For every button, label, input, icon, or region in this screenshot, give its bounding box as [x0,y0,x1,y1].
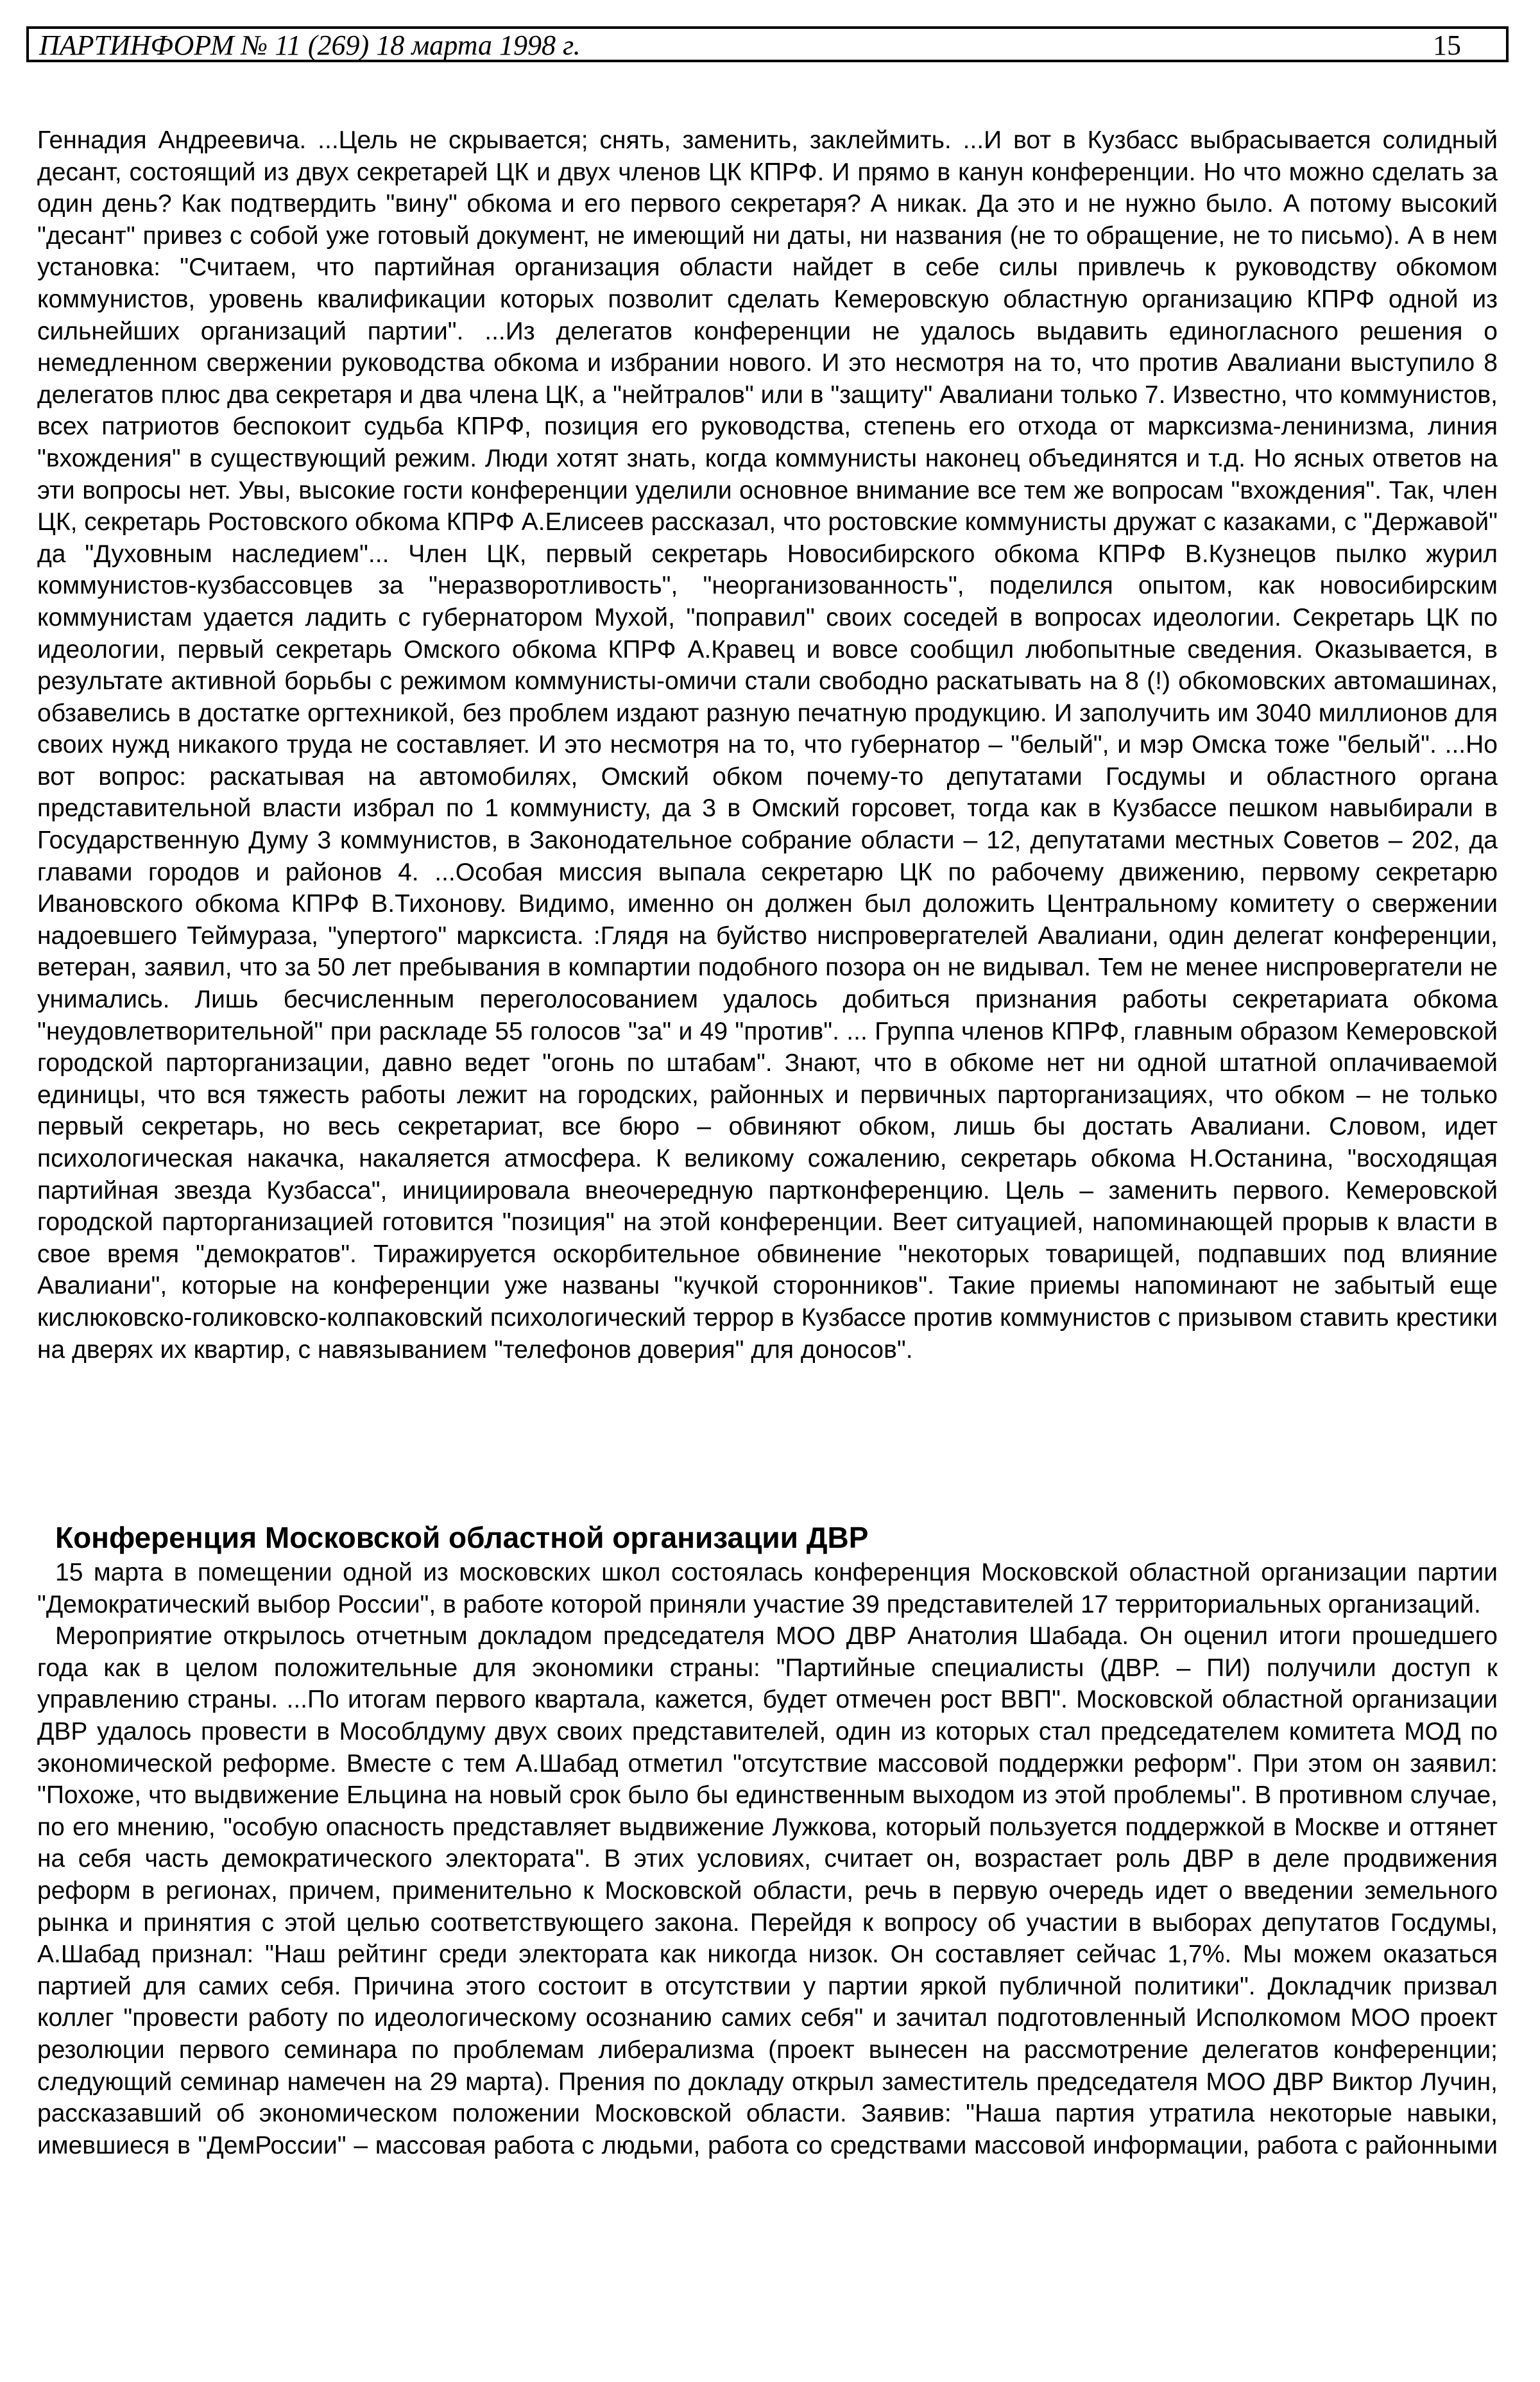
article-paragraph: Мероприятие открылось отчетным докладом председателя МОО ДВР Анатолия Шабада. Он оценил итоги прошедшего года как в целом положительные для экономики страны: "Партийные специалисты (ДВР. – ПИ) получили доступ к управлению страны. ...По итогам первого квартала, кажется, будет отмечен рост ВВП". Московской областной организации ДВР удалось провести в Мособлдуму двух своих представителей, один из которых стал председателем комитета МОД по экономической реформе. Вместе с тем А.Шабад отметил "отсутствие массовой поддержки реформ". При этом он заявил: "Похоже, что выдвижение Ельцина на новый срок было бы единственным выходом из этой проблемы". В противном случае, по его мнению, "особую опасность представляет выдвижение Лужкова, который пользуется поддержкой в Москве и оттянет на себя часть демократического электората". В этих условиях, считает он, возрастает роль ДВР в деле продвижения реформ в регионах, причем, применительно к Московской области, речь в первую очередь идет о введении земельного рынка и принятия с этой целью соответствующего закона. Перейдя к вопросу об участии в выборах депутатов Госдумы, А.Шабад признал: "Наш рейтинг среди электората как никогда низок. Он составляет сейчас 1,7%. Мы можем оказаться партией для самих себя. Причина этого состоит в отсутствии у партии яркой публичной политики". Докладчик призвал коллег "провести работу по идеологическому осознанию самих себя" и зачитал подготовленный Исполкомом МОО проект резолюции первого семинара по проблемам либерализма (проект вынесен на рассмотрение делегатов конференции; следующий семинар намечен на 29 марта). Прения по докладу открыл заместитель председателя МОО ДВР Виктор Лучин, рассказавший об экономическом положении Московской области. Заявив: "Наша партия утратила некоторые навыки, имевшиеся в "ДемРоссии" – массовая работа с людьми, работа со средствами массовой информации, работа с районными [37,1622,1498,2159]
article-continued-body [37,124,1498,1366]
article-paragraph: 15 марта в помещении одной из московских школ состоялась конференция Московской областной организации партии "Демократический выбор России", в работе которой приняли участие 39 представителей 17 территориальных организаций. [37,1559,1498,1618]
article-body [37,1557,1498,2161]
article-title: Конференция Московской областной организации ДВР [55,1521,869,1554]
page-header [26,26,1509,62]
article-paragraph: Геннадия Андреевича. ...Цель не скрывается; снять, заменить, заклеймить. ...И вот в Кузбасс выбрасывается солидный десант, состоящий из двух секретарей ЦК и двух членов ЦК КПРФ. И прямо в канун конференции. Но что можно сделать за один день? Как подтвердить "вину" обкома и его первого секретаря? А никак. Да это и не нужно было. А потому высокий "десант" привез с собой уже готовый документ, не имеющий ни даты, ни названия (не то обращение, не то письмо). А в нем установка: "Считаем, что партийная организация области найдет в себе силы привлечь к руководству обкомом коммунистов, уровень квалификации которых позволит сделать Кемеровскую областную организацию КПРФ одной из сильнейших организаций партии". ...Из делегатов конференции не удалось выдавить единогласного решения о немедленном свержении руководства обкома и избрании нового. И это несмотря на то, что против Авалиани выступило 8 делегатов плюс два секретаря и два члена ЦК, а "нейтралов" или в "защиту" Авалиани только 7. Известно, что коммунистов, всех патриотов беспокоит судьба КПРФ, позиция его руководства, степень его отхода от марксизма-ленинизма, линия "вхождения" в существующий режим. Люди хотят знать, когда коммунисты наконец объединятся и т.д. Но ясных ответов на эти вопросы нет. Увы, высокие гости конференции уделили основное внимание все тем же вопросам "вхождения". Так, член ЦК, секретарь Ростовского обкома КПРФ А.Елисеев рассказал, что ростовские коммунисты дружат с казаками, с "Державой" да "Духовным наследием"... Член ЦК, первый секретарь Новосибирского обкома КПРФ В.Кузнецов пылко журил коммунистов-кузбассовцев за "неразворотливость", "неорганизованность", поделился опытом, как новосибирским коммунистам удается ладить с губернатором Мухой, "поправил" своих соседей в вопросах идеологии. Секретарь ЦК по идеологии, первый секретарь Омского обкома КПРФ А.Кравец и вовсе сообщил любопытные сведения. Оказывается, в результате активной борьбы с режимом коммунисты-омичи стали свободно раскатывать на 8 (!) обкомовских автомашинах, обзавелись в достатке оргтехникой, без проблем издают разную печатную продукцию. И заполучить им 3040 миллионов для своих нужд никакого труда не составляет. И это несмотря на то, что губернатор – "белый", и мэр Омска тоже "белый". ...Но вот вопрос: раскатывая на автомобилях, Омский обком почему-то депутатами Госдумы и областного органа представительной власти избрал по 1 коммунисту, да 3 в Омский горсовет, тогда как в Кузбассе пешком навыбирали в Государственную Думу 3 коммунистов, в Законодательное собрание области – 12, депутатами местных Советов – 202, да главами городов и районов 4. ...Особая миссия выпала секретарю ЦК по рабочему движению, первому секретарю Ивановского обкома КПРФ В.Тихонову. Видимо, именно он должен был доложить Центральному комитету о свержении надоевшего Теймураза, "упертого" марксиста. :Глядя на буйство ниспровергателей Авалиани, один делегат конференции, ветеран, заявил, что за 50 лет пребывания в компартии подобного позора он не видывал. Тем не менее ниспровергатели не унимались. Лишь бесчисленным переголосованием удалось добиться признания работы секретариата обкома "неудовлетворительной" при раскладе 55 голосов "за" и 49 "против". ... Группа членов КПРФ, главным образом Кемеровской городской парторганизации, давно ведет "огонь по штабам". Знают, что в обкоме нет ни одной штатной оплачиваемой единицы, что вся тяжесть работы лежит на городских, районных и первичных парторганизациях, что обком – не только первый секретарь, но весь секретариат, все бюро – обвиняют обком, лишь бы достать Авалиани. Словом, идет психологическая накачка, накаляется атмосфера. К великому сожалению, секретарь обкома Н.Останина, "восходящая партийная звезда Кузбасса", инициировала внеочередную партконференцию. Цель – заменить первого. Кемеровской городской парторганизацией готовится "позиция" на этой конференции. Веет ситуацией, напоминающей прорыв к власти в свое время "демократов". Тиражируется оскорбительное обвинение "некоторых товарищей, подпавших под влияние Авалиани", которые на конференции уже названы "кучкой сторонников". Такие приемы напоминают не забытый еще кислюковско-голиковско-колпаковский психологический террор в Кузбассе против коммунистов с призывом ставить крестики на дверях их квартир, с навязыванием "телефонов доверия" для доносов". [37,126,1498,1364]
page-number: 15 [1433,30,1461,61]
publication-title: ПАРТИНФОРМ № 11 (269) 18 марта 1998 г. [39,30,581,61]
